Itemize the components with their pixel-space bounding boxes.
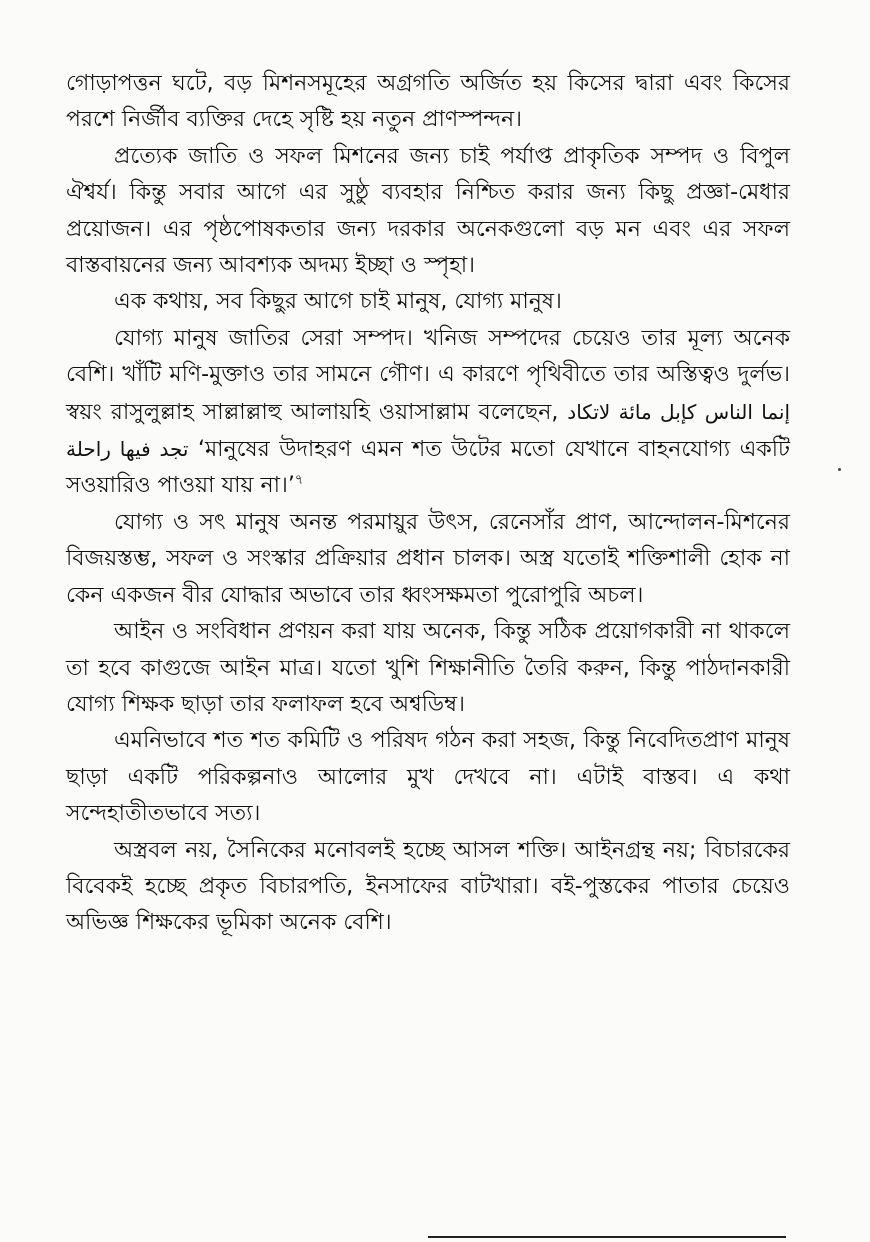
body-text [66, 66, 790, 942]
paragraph-3: এক কথায়, সব কিছুর আগে চাই মানুষ, যোগ্য মানুষ। [114, 289, 562, 315]
paragraph-4-text-before: যোগ্য মানুষ জাতির সেরা সম্পদ। খনিজ সম্পদের চেয়েও তার মূল্য অনেক বেশি। খাঁটি মণি-মুক্তাও তার সামনে গৌণ। এ কারণে পৃথিবীতে তার অস্তিত্বও দুর্লভ। স্বয়ং রাসুলুল্লাহ সাল্লাল্লাহু আলায়হি ওয়াসাল্লাম বলেছেন, [66, 325, 790, 425]
paragraph-2: প্রত্যেক জাতি ও সফল মিশনের জন্য চাই পর্যাপ্ত প্রাকৃতিক সম্পদ ও বিপুল ঐশ্বর্য। কিন্তু সবার আগে এর সুষ্ঠু ব্যবহার নিশ্চিত করার জন্য কিছু প্রজ্ঞা-মেধার প্রয়োজন। এর পৃষ্ঠপোষকতার জন্য দরকার অনেকগুলো বড় মন এবং এর সফল বাস্তবায়নের জন্য আবশ্যক অদম্য ইচ্ছা ও স্পৃহা। [66, 143, 790, 279]
paragraph-6: আইন ও সংবিধান প্রণয়ন করা যায় অনেক, কিন্তু সঠিক প্রয়োগকারী না থাকলে তা হবে কাগুজে আইন মাত্র। যতো খুশি শিক্ষানীতি তৈরি করুন, কিন্তু পাঠদানকারী যোগ্য শিক্ষক ছাড়া তার ফলাফল হবে অশ্বডিম্ব। [66, 619, 790, 717]
arabic-hadith: إنما الناس كإبل مائة لاتكاد تجد فيها راحلة [66, 399, 791, 462]
footnote-marker: ৭ [294, 473, 304, 489]
paragraph-7: এমনিভাবে শত শত কমিটি ও পরিষদ গঠন করা সহজ, কিন্তু নিবেদিতপ্রাণ মানুষ ছাড়া একটি পরিকল্পনাও আলোর মুখ দেখবে না। এটাই বাস্তব। এ কথা সন্দেহাতীতভাবে সত্য। [66, 728, 790, 827]
paragraph-1: গোড়াপত্তন ঘটে, বড় মিশনসমূহের অগ্রগতি অর্জিত হয় কিসের দ্বারা এবং কিসের পরশে নির্জীব ব্যক্তির দেহে সৃষ্টি হয় নতুন প্রাণস্পন্দন। [66, 71, 790, 133]
paragraph-4 [66, 321, 790, 505]
paragraph-4-text-after: ‘মানুষের উদাহরণ এমন শত উটের মতো যেখানে বাহনযোগ্য একটি সওয়ারিও পাওয়া যায় না।’ [66, 437, 790, 499]
paragraph-5: যোগ্য ও সৎ মানুষ অনন্ত পরমায়ুর উৎস, রেনেসাঁর প্রাণ, আন্দোলন-মিশনের বিজয়স্তম্ভ, সফল ও সংস্কার প্রক্রিয়ার প্রধান চালক। অস্ত্র যতোই শক্তিশালী হোক না কেন একজন বীর যোদ্ধার অভাবে তার ধ্বংসক্ষমতা পুরোপুরি অচল। [66, 509, 790, 608]
margin-speck [838, 468, 841, 471]
paragraph-8: অস্ত্রবল নয়, সৈনিকের মনোবলই হচ্ছে আসল শক্তি। আইনগ্রন্থ নয়; বিচারকের বিবেকই হচ্ছে প্রকৃত বিচারপতি, ইনসাফের বাটখারা। বই-পুস্তকের পাতার চেয়েও অভিজ্ঞ শিক্ষকের ভূমিকা অনেক বেশি। [66, 837, 790, 936]
footnote-separator-rule [428, 1236, 786, 1238]
